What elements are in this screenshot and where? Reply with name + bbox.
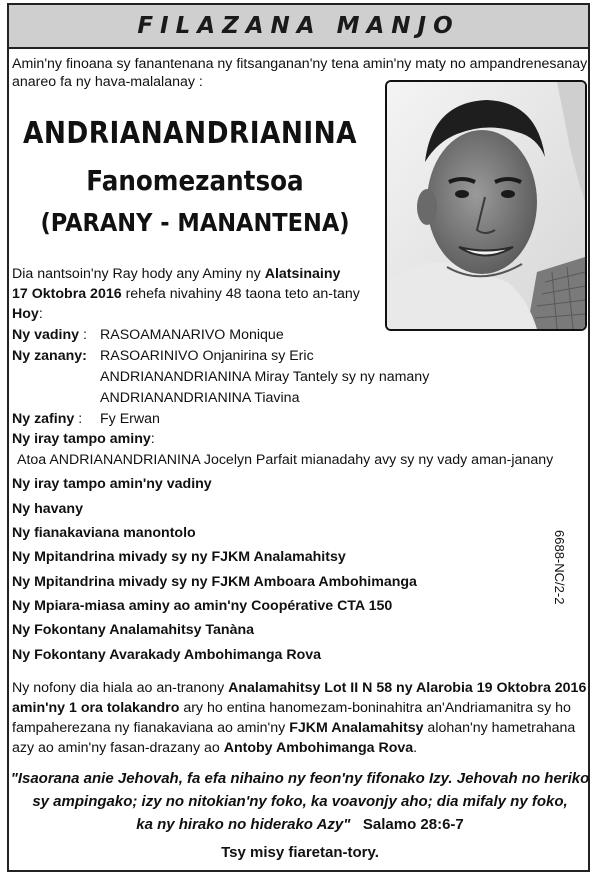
death-date: 17 Oktobra 2016 [12,286,122,302]
zanany-2: ANDRIANANDRIANINA Miray Tantely sy ny namany [100,369,430,385]
zanany-3: ANDRIANANDRIANINA Tiavina [100,390,300,406]
quote-reference: Salamo 28:6-7 [362,816,464,833]
vadiny-label: Ny vadiny : [12,327,87,343]
death-suffix: rehefa nivahiny 48 taona teto an-tany [121,286,360,302]
mourner-item: Ny Mpiara-miasa aminy ao amin'ny Coopérative CTA 150 [12,598,393,614]
funeral-line-4: azy ao amin'ny fasan-drazany ao Antoby Ambohimanga Rova. [12,740,418,756]
death-prefix: Dia nantsoin'ny Ray hody any Aminy ny [12,266,265,282]
zanany-1: RASOARINIVO Onjanirina sy Eric [100,348,314,364]
mourner-item: Ny Fokontany Analamahitsy Tanàna [12,622,255,638]
mourner-item: Ny Mpitandrina mivady sy ny FJKM Amboara Ambohimanga [12,574,417,590]
quote-line-2: sy ampingako; izy no nitokian'ny foko, ka voavonjy aho; dia mifaly ny foko, [32,793,568,810]
intro-line-1: Amin'ny finoana sy fanantenana ny fitsanganan'ny tena amin'ny maty no ampandrenesanay [12,56,588,72]
closing-line: Tsy misy fiaretan-tory. [221,844,379,861]
quote-line-1: "Isaorana anie Jehovah, fa efa nihaino ny feon'ny fifonako Izy. Jehovah no heriko [10,770,590,787]
death-day: Alatsinainy [264,266,341,282]
funeral-line-1: Ny nofony dia hiala ao an-tranony Analamahitsy Lot II N 58 ny Alarobia 19 Oktobra 2016 [12,680,587,696]
death-line-1 [12,266,340,283]
funeral-line-2: amin'ny 1 ora tolakandro ary ho entina hanomezam-boninahitra an'Andriamanitra sy ho [12,700,571,716]
intro-line-2: anareo fa ny hava-malalanay : [12,74,203,90]
deceased-surname: ANDRIANANDRIANINA [22,116,358,151]
portrait-image [387,82,585,329]
mourner-item: Ny Fokontany Avarakady Ambohimanga Rova [12,647,322,663]
tampo-value: Atoa ANDRIANANDRIANINA Jocelyn Parfait mianadahy avy sy ny vady aman-janany [17,452,554,468]
quote-line-3: ka ny hirako no hiderako Azy" Salamo 28:6-7 [136,816,464,833]
tampo-label: Ny iray tampo aminy: [12,431,155,447]
deceased-portrait [385,80,587,331]
zafiny-label: Ny zafiny : [12,411,83,427]
zanany-label: Ny zanany: [12,348,87,364]
mourner-item: Ny havany [12,501,83,517]
death-line-2 [12,286,360,303]
vadiny-value: RASOAMANARIVO Monique [100,327,284,343]
deceased-firstname: Fanomezantsoa [86,164,304,197]
funeral-line-3: fampaherezana ny fianakaviana ao amin'ny FJKM Analamahitsy alohan'ny hametrahana [12,720,576,736]
notice-header [9,5,588,49]
zafiny-value: Fy Erwan [100,411,160,427]
deceased-nickname: (PARANY - MANANTENA) [40,208,350,237]
mourner-item: Ny Mpitandrina mivady sy ny FJKM Analamahitsy [12,549,346,565]
mourner-item: Ny iray tampo amin'ny vadiny [12,476,212,492]
mourner-item: Ny fianakaviana manontolo [12,525,196,541]
reference-code: 6688-NC/2-2 [552,530,567,605]
hoy-label: Hoy: [12,306,43,322]
notice-title: FILAZANA MANJO [137,13,460,39]
